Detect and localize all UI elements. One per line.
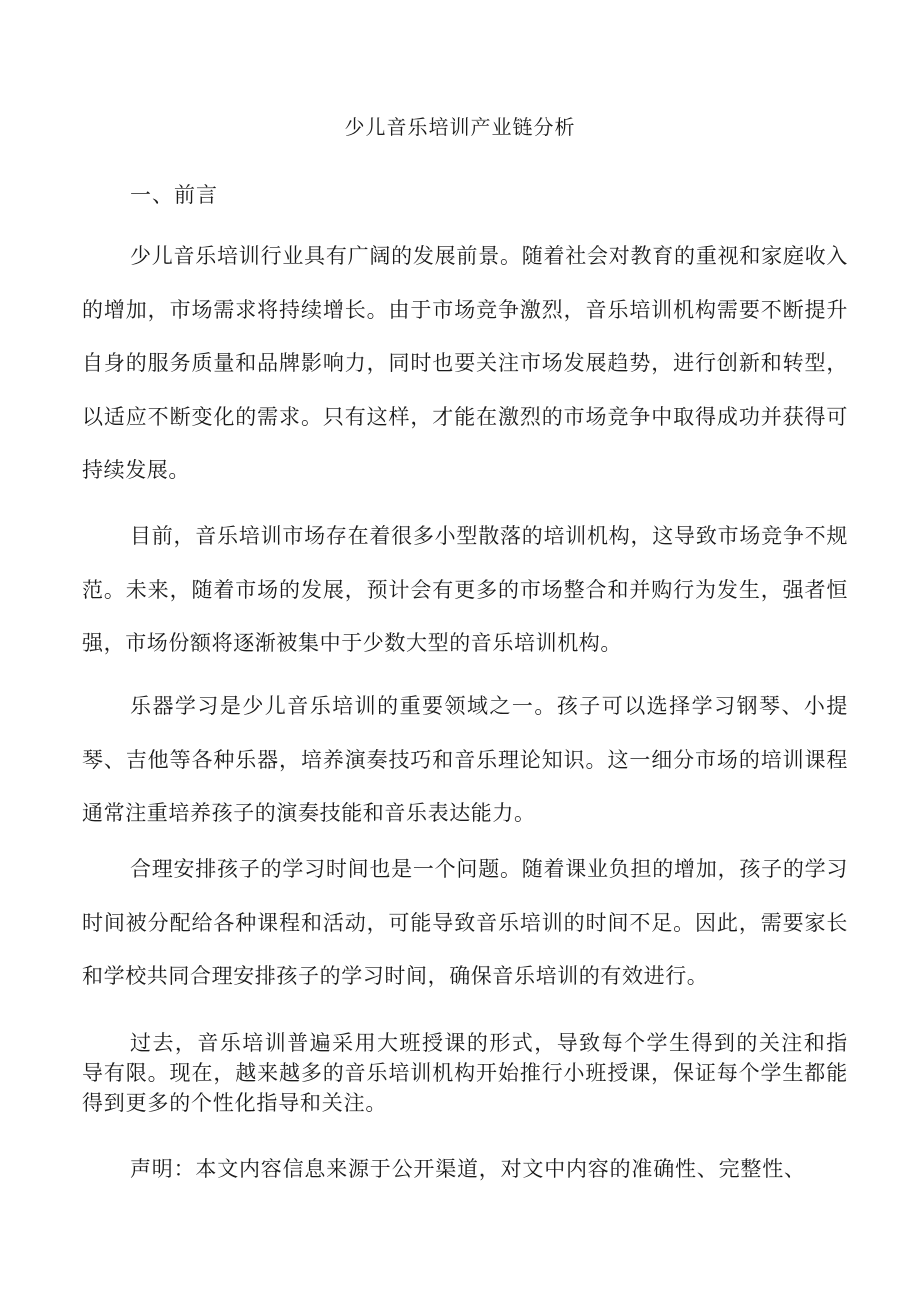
- paragraph-study-time: 合理安排孩子的学习时间也是一个问题。随着课业负担的增加，孩子的学习时间被分配给各种课程和活动，可能导致音乐培训的时间不足。因此，需要家长和学校共同合理安排孩子的学习时间，确保音乐培训的有效进行。: [82, 857, 848, 988]
- section-heading: 一、前言: [130, 183, 218, 207]
- paragraph-disclaimer: 声明：本文内容信息来源于公开渠道，对文中内容的准确性、完整性、: [130, 1157, 806, 1181]
- paragraph-class-size: 过去，音乐培训普遍采用大班授课的形式，导致每个学生得到的关注和指导有限。现在，越来越多的音乐培训机构开始推行小班授课，保证每个学生都能得到更多的个性化指导和关注。: [82, 1031, 848, 1115]
- document-title: 少儿音乐培训产业链分析: [344, 115, 576, 139]
- paragraph-market-consolidation: 目前，音乐培训市场存在着很多小型散落的培训机构，这导致市场竞争不规范。未来，随着市场的发展，预计会有更多的市场整合和并购行为发生，强者恒强，市场份额将逐渐被集中于少数大型的音乐培训机构。: [82, 524, 848, 655]
- paragraph-instrument-learning: 乐器学习是少儿音乐培训的重要领域之一。孩子可以选择学习钢琴、小提琴、吉他等各种乐器，培养演奏技巧和音乐理论知识。这一细分市场的培训课程通常注重培养孩子的演奏技能和音乐表达能力。: [82, 694, 848, 825]
- paragraph-industry-outlook: 少儿音乐培训行业具有广阔的发展前景。随着社会对教育的重视和家庭收入的增加，市场需求将持续增长。由于市场竞争激烈，音乐培训机构需要不断提升自身的服务质量和品牌影响力，同时也要关注市场发展趋势，进行创新和转型，以适应不断变化的需求。只有这样，才能在激烈的市场竞争中取得成功并获得可持续发展。: [82, 244, 848, 482]
